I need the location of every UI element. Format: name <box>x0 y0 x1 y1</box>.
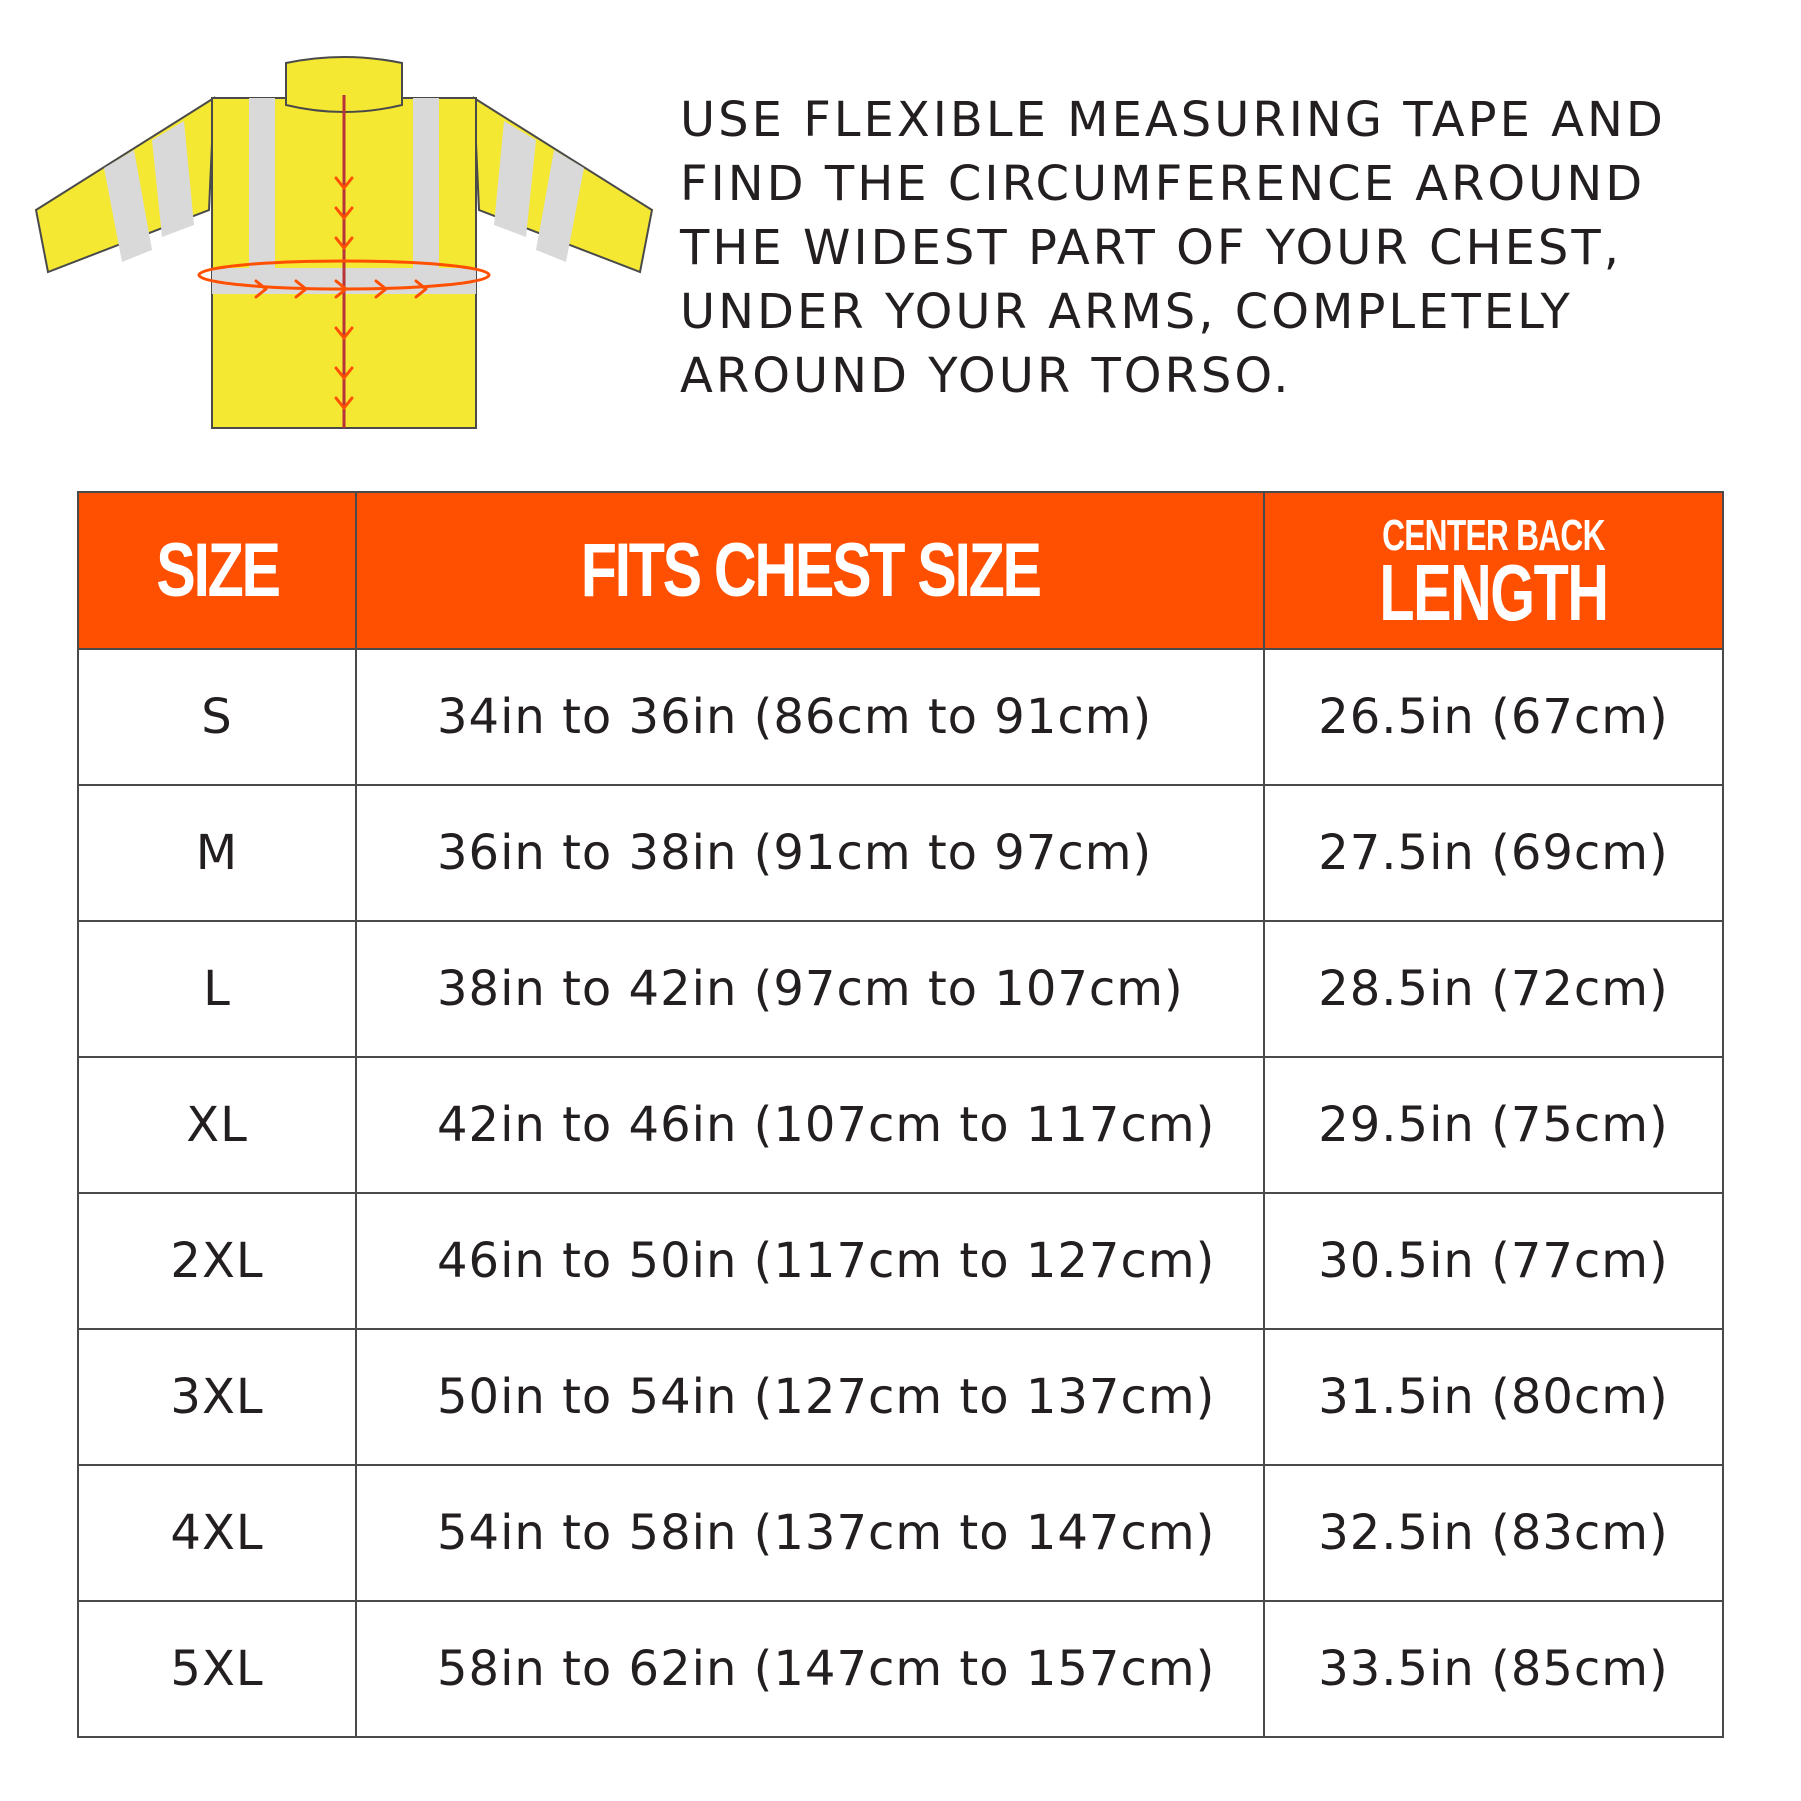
back-length-cell: 27.5in (69cm) <box>1264 785 1723 921</box>
size-cell: S <box>78 649 356 785</box>
back-length-cell: 29.5in (75cm) <box>1264 1057 1723 1193</box>
chest-size-cell: 38in to 42in (97cm to 107cm) <box>356 921 1264 1057</box>
table-row <box>78 1329 1723 1465</box>
instruction-line: THE WIDEST PART OF YOUR CHEST, <box>680 220 1622 276</box>
table-row <box>78 1057 1723 1193</box>
chest-size-cell: 54in to 58in (137cm to 147cm) <box>356 1465 1264 1601</box>
table-row <box>78 1601 1723 1737</box>
size-chart-table <box>77 491 1724 1738</box>
size-cell: 2XL <box>78 1193 356 1329</box>
chest-size-cell: 42in to 46in (107cm to 117cm) <box>356 1057 1264 1193</box>
back-length-cell: 33.5in (85cm) <box>1264 1601 1723 1737</box>
chest-size-cell: 34in to 36in (86cm to 91cm) <box>356 649 1264 785</box>
size-cell: L <box>78 921 356 1057</box>
table-row <box>78 1193 1723 1329</box>
size-cell: XL <box>78 1057 356 1193</box>
instruction-line: UNDER YOUR ARMS, COMPLETELY <box>680 284 1573 340</box>
back-length-cell: 26.5in (67cm) <box>1264 649 1723 785</box>
table-row <box>78 649 1723 785</box>
chest-column-header: FITS CHEST SIZE <box>356 492 1264 649</box>
instruction-line: AROUND YOUR TORSO. <box>680 348 1292 404</box>
back-length-header-top: CENTER BACK <box>1382 510 1605 560</box>
back-length-cell: 30.5in (77cm) <box>1264 1193 1723 1329</box>
hi-vis-jacket-icon <box>34 55 654 435</box>
chest-size-cell: 58in to 62in (147cm to 157cm) <box>356 1601 1264 1737</box>
instruction-line: USE FLEXIBLE MEASURING TAPE AND <box>680 92 1666 148</box>
back-length-cell: 32.5in (83cm) <box>1264 1465 1723 1601</box>
table-row <box>78 1465 1723 1601</box>
table-row <box>78 921 1723 1057</box>
size-cell: 4XL <box>78 1465 356 1601</box>
size-cell: M <box>78 785 356 921</box>
table-header-row <box>78 492 1723 649</box>
back-length-cell: 31.5in (80cm) <box>1264 1329 1723 1465</box>
back-length-column-header <box>1264 492 1723 649</box>
chest-size-cell: 50in to 54in (127cm to 137cm) <box>356 1329 1264 1465</box>
measuring-instructions <box>680 88 1760 408</box>
table-row <box>78 785 1723 921</box>
back-length-cell: 28.5in (72cm) <box>1264 921 1723 1057</box>
instruction-line: FIND THE CIRCUMFERENCE AROUND <box>680 156 1646 212</box>
size-column-header: SIZE <box>78 492 356 649</box>
chest-size-cell: 36in to 38in (91cm to 97cm) <box>356 785 1264 921</box>
size-cell: 3XL <box>78 1329 356 1465</box>
back-length-header-bottom: LENGTH <box>1379 547 1608 637</box>
chest-size-cell: 46in to 50in (117cm to 127cm) <box>356 1193 1264 1329</box>
size-cell: 5XL <box>78 1601 356 1737</box>
